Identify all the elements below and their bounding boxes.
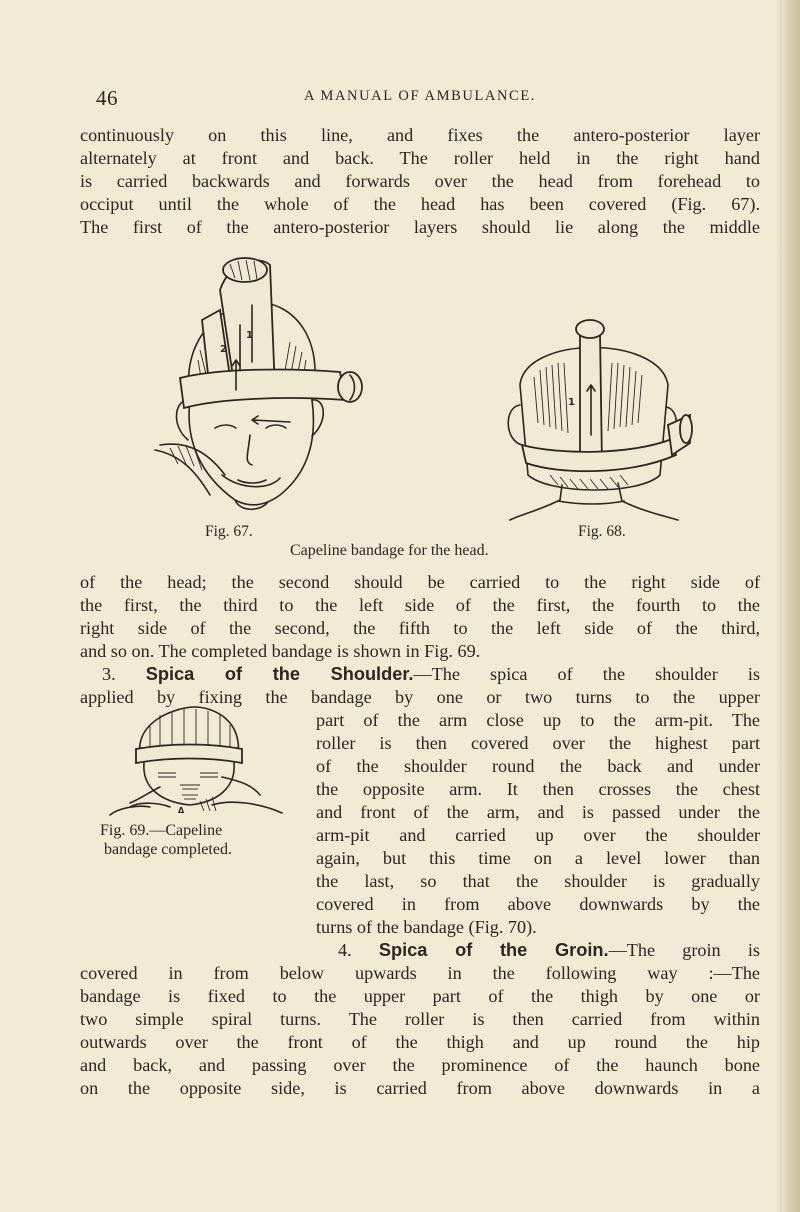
- text-line: again, but this time on a level lower than: [316, 848, 760, 868]
- text-line: two simple spiral turns. The roller is then carried from within: [80, 1009, 760, 1029]
- text-line: of the head; the second should be carried to the right side of: [80, 572, 760, 592]
- text-line: bandage is fixed to the upper part of the thigh by one or: [80, 986, 760, 1006]
- text-line: and front of the arm, and is passed under the: [316, 802, 760, 822]
- text-line: roller is then covered over the highest part: [316, 733, 760, 753]
- section3-number: 3.: [102, 664, 116, 684]
- text-line: and so on. The completed bandage is shown in Fig. 69.: [80, 641, 481, 661]
- text-line: and back, and passing over the prominence of the haunch bone: [80, 1055, 760, 1075]
- text-line: covered in from below upwards in the following way :—The: [80, 963, 760, 983]
- fig67-illustration: [140, 250, 380, 525]
- text-line: arm-pit and carried up over the shoulder: [316, 825, 760, 845]
- fig69-caption-line2: bandage completed.: [104, 841, 232, 858]
- fig67-marker-1: 1: [246, 330, 253, 341]
- fig67-marker-2: 2: [220, 344, 227, 355]
- text-line: the last, so that the shoulder is gradually: [316, 871, 760, 891]
- section3-first-line: [80, 663, 760, 685]
- fig69-caption-line1: Fig. 69.—Capeline: [100, 822, 223, 839]
- text-line: part of the arm close up to the arm-pit. The: [316, 710, 760, 730]
- text-line: is carried backwards and forwards over the head from forehead to: [80, 171, 760, 191]
- page-number: 46: [96, 86, 118, 110]
- fig68-label: Fig. 68.: [578, 523, 626, 540]
- text-line: turns of the bandage (Fig. 70).: [316, 917, 537, 937]
- page-edge-shadow: [776, 0, 782, 1212]
- text-line: The first of the antero-posterior layers should lie along the middle: [80, 217, 760, 237]
- text-line: alternately at front and back. The roller held in the right hand: [80, 148, 760, 168]
- text-line: the opposite arm. It then crosses the chest: [316, 779, 760, 799]
- page-edge: [782, 0, 800, 1212]
- fig67-label: Fig. 67.: [205, 523, 253, 540]
- text-line: covered in from above downwards by the: [316, 894, 760, 914]
- section4-heading: Spica of the Groin.: [378, 940, 609, 960]
- text-line: occiput until the whole of the head has been covered (Fig. 67).: [80, 194, 760, 214]
- fig68-illustration: [500, 315, 690, 525]
- section4-number: 4.: [338, 940, 352, 960]
- figures-shared-caption: Capeline bandage for the head.: [290, 542, 489, 559]
- section3-line1-rest: —The spica of the shoulder is: [413, 664, 761, 684]
- fig69-illustration: [100, 707, 290, 817]
- text-line: on the opposite side, is carried from above downwards in a: [80, 1078, 760, 1098]
- text-line: right side of the second, the fifth to the left side of the third,: [80, 618, 760, 638]
- text-line: of the shoulder round the back and under: [316, 756, 760, 776]
- section4-line1-rest: —The groin is: [608, 940, 760, 960]
- text-line: outwards over the front of the thigh and up round the hip: [80, 1032, 760, 1052]
- text-line: applied by fixing the bandage by one or two turns to the upper: [80, 687, 760, 707]
- section4-first-line: [316, 939, 760, 961]
- section3-heading: Spica of the Shoulder.: [145, 664, 414, 684]
- running-head: A MANUAL OF AMBULANCE.: [303, 88, 537, 104]
- fig68-marker-1: 1: [568, 397, 575, 408]
- text-line: continuously on this line, and fixes the antero-posterior layer: [80, 125, 760, 145]
- text-line: the first, the third to the left side of the first, the fourth to the: [80, 595, 760, 615]
- svg-text:Δ: Δ: [178, 806, 185, 815]
